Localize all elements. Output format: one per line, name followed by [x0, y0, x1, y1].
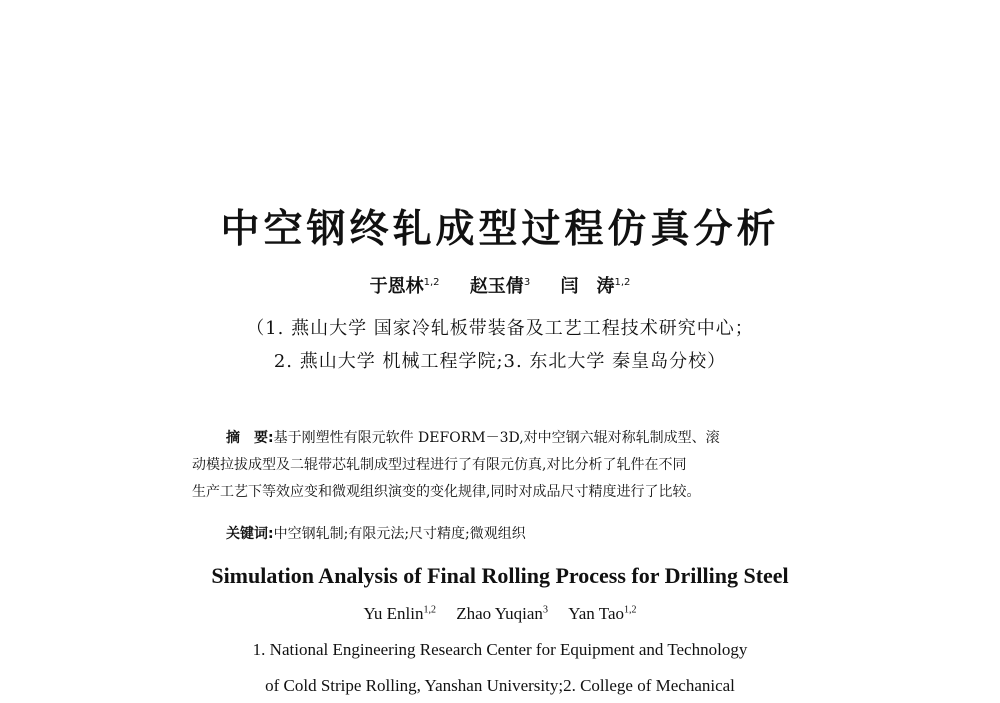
affiliation-en-line: of Cold Stripe Rolling, Yanshan University;2. College of Mechanical: [265, 676, 735, 695]
author-name: 赵玉倩: [469, 276, 524, 297]
author-cn: [560, 276, 630, 297]
author-affiliation-marker: 1,2: [423, 604, 436, 616]
author-list-en: [0, 604, 1000, 624]
affiliation-cn-line: （1. 燕山大学 国家冷轧板带装备及工艺工程技术研究中心；: [246, 318, 754, 339]
author-affiliation-marker: 3: [523, 277, 531, 288]
abstract-text: 基于刚塑性有限元软件 DEFORM－3D,对中空钢六辊对称轧制成型、滚: [273, 430, 720, 446]
author-name: Zhao Yuqian: [456, 604, 543, 623]
author-affiliation-marker: 1,2: [614, 277, 631, 288]
paper-title-en: Simulation Analysis of Final Rolling Process for Drilling Steel: [211, 563, 789, 588]
abstract-cn: [192, 425, 832, 506]
affiliation-en-line: 1. National Engineering Research Center for Equipment and Technology: [252, 640, 748, 659]
author-cn: [370, 276, 440, 297]
author-name: 闫 涛: [560, 276, 615, 297]
author-affiliation-marker: 3: [542, 604, 548, 616]
author-name: 于恩林: [369, 276, 424, 297]
keywords-cn: [192, 521, 866, 548]
keywords-text: 中空钢轧制;有限元法;尺寸精度;微观组织: [273, 526, 526, 542]
author-cn: [470, 276, 530, 297]
abstract-label: 摘 要:: [226, 430, 274, 446]
author-en: [568, 604, 636, 623]
author-en: [363, 604, 435, 623]
affiliation-cn-line: 2. 燕山大学 机械工程学院;3. 东北大学 秦皇岛分校）: [273, 351, 727, 372]
paper-title-cn: 中空钢终轧成型过程仿真分析: [220, 207, 780, 252]
abstract-line: 生产工艺下等效应变和微观组织演变的变化规律,同时对成品尺寸精度进行了比较。: [192, 484, 701, 500]
abstract-line: 动模拉拔成型及二辊带芯轧制成型过程进行了有限元仿真,对比分析了轧件在不同: [192, 457, 687, 473]
abstract-line: [192, 425, 832, 452]
author-name: Yu Enlin: [363, 604, 424, 623]
author-affiliation-marker: 1,2: [423, 277, 440, 288]
author-affiliation-marker: 1,2: [624, 604, 637, 616]
author-name: Yan Tao: [568, 604, 624, 623]
author-en: [456, 604, 548, 623]
keywords-label: 关键词:: [226, 526, 274, 542]
keywords-line: [226, 521, 866, 548]
author-list-cn: [0, 272, 1000, 298]
